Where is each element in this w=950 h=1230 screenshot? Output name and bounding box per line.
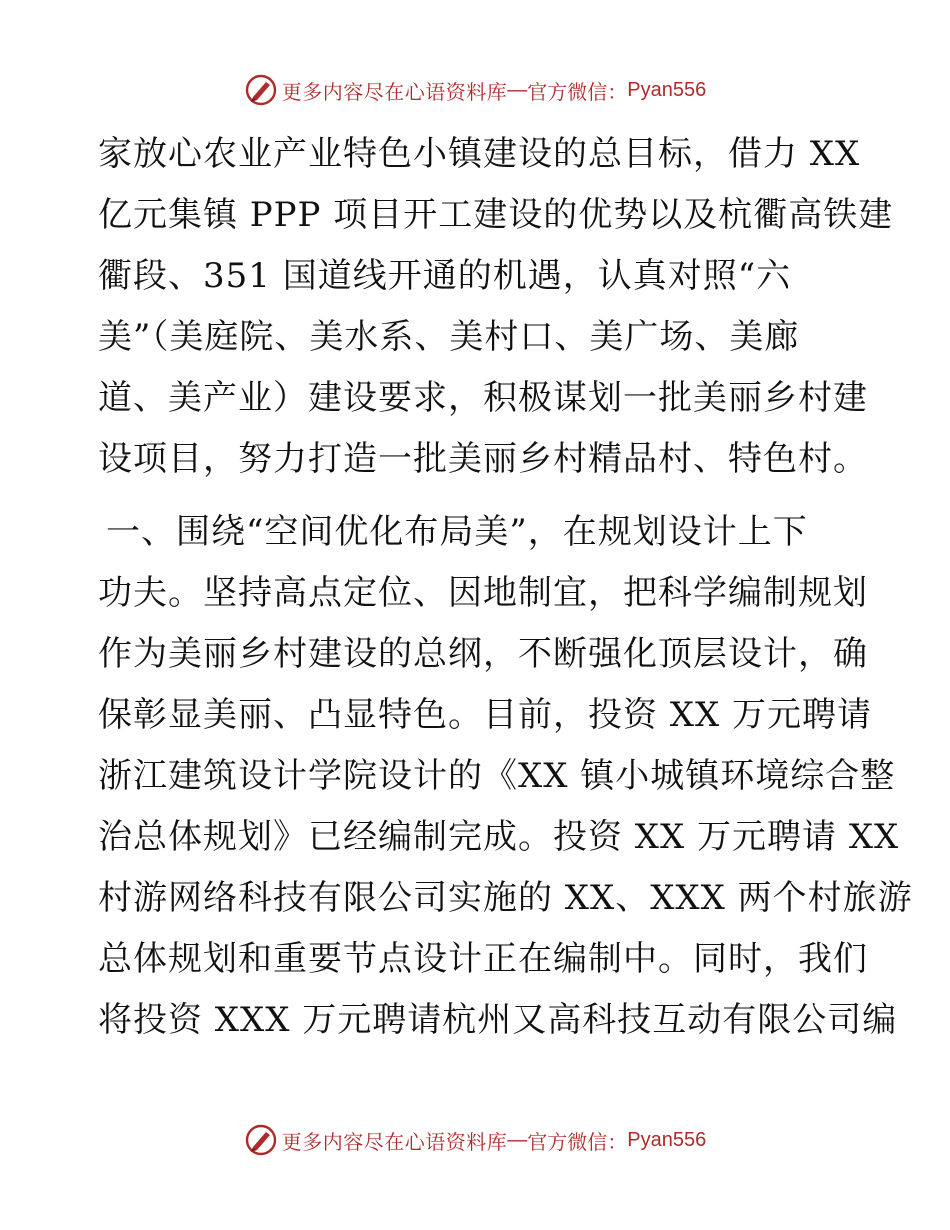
banner-contact-label: 官方微信：	[527, 1129, 628, 1154]
document-body	[98, 124, 913, 1051]
text-line: 总体规划和重要节点设计正在编制中。同时，我们	[98, 939, 868, 979]
banner-contact-label: 官方微信：	[527, 79, 628, 104]
banner-separator: —	[507, 1128, 528, 1151]
pen-logo-icon	[244, 73, 278, 107]
text-line: 设项目，努力打造一批美丽乡村精品村、特色村。	[98, 439, 868, 479]
footer-banner	[0, 1120, 950, 1160]
banner-contact-id: Pyan556	[627, 1128, 707, 1151]
paragraph-2	[98, 502, 913, 1051]
banner-title: 更多内容尽在心语资料库	[281, 1129, 508, 1154]
banner-separator: —	[507, 78, 528, 101]
text-line: 村游网络科技有限公司实施的 XX、XXX 两个村旅游	[98, 878, 913, 918]
text-line: 衢段、351 国道线开通的机遇，认真对照“六	[98, 256, 792, 296]
text-line: 功夫。坚持高点定位、因地制宜，把科学编制规划	[98, 573, 868, 613]
text-line: 道、美产业）建设要求，积极谋划一批美丽乡村建	[98, 378, 868, 418]
text-line: 亿元集镇 PPP 项目开工建设的优势以及杭衢高铁建	[98, 195, 894, 235]
text-line: 美”（美庭院、美水系、美村口、美广场、美廊	[98, 317, 800, 357]
paragraph-1	[98, 124, 894, 490]
banner-title: 更多内容尽在心语资料库	[281, 79, 508, 104]
text-line: 将投资 XXX 万元聘请杭州又高科技互动有限公司编	[98, 1000, 898, 1040]
text-line: 浙江建筑设计学院设计的《XX 镇小城镇环境综合整	[98, 756, 896, 796]
banner-contact-id: Pyan556	[627, 78, 707, 101]
text-line: 家放心农业产业特色小镇建设的总目标，借力 XX	[98, 134, 861, 174]
text-line: 作为美丽乡村建设的总纲，不断强化顶层设计，确	[98, 634, 868, 674]
text-line: 一、围绕“空间优化布局美”，在规划设计上下	[106, 512, 808, 552]
pen-logo-icon	[244, 1123, 278, 1157]
text-line: 保彰显美丽、凸显特色。目前，投资 XX 万元聘请	[98, 695, 873, 735]
text-line: 治总体规划》已经编制完成。投资 XX 万元聘请 XX	[98, 817, 900, 857]
header-banner	[0, 70, 950, 110]
